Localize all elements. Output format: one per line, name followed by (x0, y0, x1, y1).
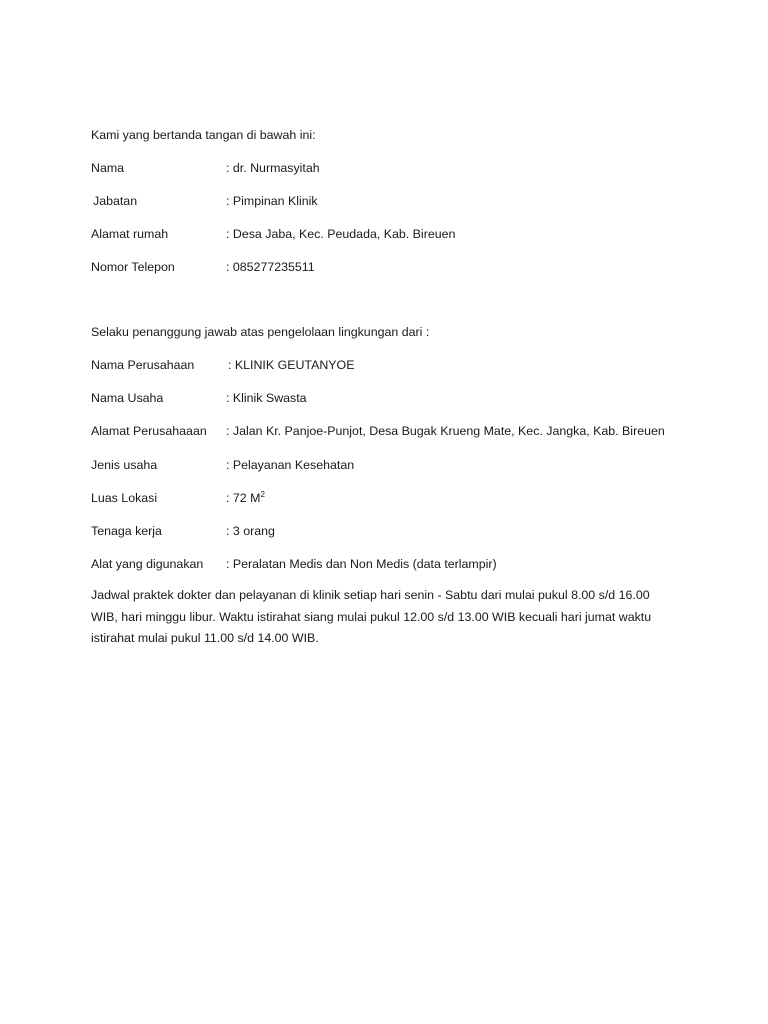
area-superscript: 2 (260, 490, 265, 499)
field-value: : Peralatan Medis dan Non Medis (data terlampir) (226, 557, 497, 571)
field-value: : KLINIK GEUTANYOE (228, 358, 355, 372)
field-label: Alamat rumah (91, 227, 169, 241)
field-value: : Jalan Kr. Panjoe-Punjot, Desa Bugak Krueng Mate, Kec. Jangka, Kab. Bireuen (226, 424, 665, 438)
intro-text: Kami yang bertanda tangan di bawah ini: (91, 128, 316, 142)
field-value: : Pimpinan Klinik (226, 194, 318, 208)
field-value: : dr. Nurmasyitah (226, 161, 320, 175)
field-label: Nomor Telepon (91, 260, 175, 274)
signer-row-phone (91, 259, 711, 275)
field-value: : Klinik Swasta (226, 391, 307, 405)
signer-row-position (91, 193, 711, 209)
field-label: Jenis usaha (91, 458, 158, 472)
schedule-line: WIB, hari minggu libur. Waktu istirahat siang mulai pukul 12.00 s/d 13.00 WIB kecuali hari jumat waktu (91, 609, 652, 624)
company-row-business-type (91, 457, 711, 473)
signer-row-address (91, 226, 711, 242)
company-row-area (91, 490, 711, 506)
field-value: : Desa Jaba, Kec. Peudada, Kab. Bireuen (226, 227, 456, 241)
signer-row-name (91, 160, 711, 176)
field-label: Jabatan (93, 194, 138, 208)
company-row-name (91, 357, 711, 373)
field-label: Alamat Perusahaaan (91, 424, 207, 438)
field-label: Tenaga kerja (91, 524, 162, 538)
company-row-address (91, 423, 711, 439)
schedule-line: Jadwal praktek dokter dan pelayanan di klinik setiap hari senin - Sabtu dari mulai pukul 8.00 s/d 16.00 (91, 588, 650, 602)
schedule-line: istirahat mulai pukul 11.00 s/d 14.00 WIB. (91, 631, 319, 645)
field-value: : Pelayanan Kesehatan (226, 458, 355, 472)
field-label: Nama Usaha (91, 391, 164, 405)
field-label: Nama Perusahaan (91, 358, 195, 372)
company-row-workforce (91, 523, 711, 539)
responsibility-text: Selaku penanggung jawab atas pengelolaan lingkungan dari : (91, 325, 430, 339)
field-value (226, 490, 265, 506)
area-value: : 72 M (226, 491, 261, 505)
field-label: Alat yang digunakan (91, 557, 204, 571)
field-value: : 3 orang (226, 524, 275, 538)
field-label: Nama (91, 161, 125, 175)
schedule-paragraph (91, 585, 691, 650)
field-label: Luas Lokasi (91, 491, 158, 505)
company-row-equipment (91, 556, 711, 572)
field-value: : 085277235511 (226, 260, 315, 274)
company-row-business-name (91, 390, 711, 406)
